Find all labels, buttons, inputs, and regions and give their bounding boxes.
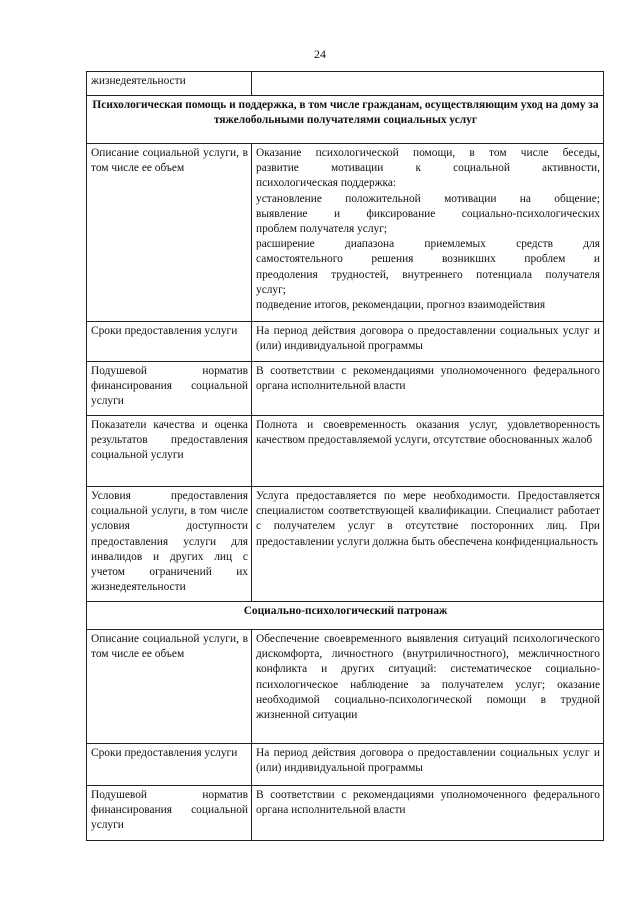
label-cell: Подушевой норматив финансирования социальной услуги (87, 362, 252, 416)
table-row (87, 786, 604, 841)
table-row (87, 416, 604, 487)
label-cell: Подушевой норматив финансирования социальной услуги (87, 786, 252, 841)
services-table (86, 71, 604, 841)
desc-line: установление положительной мотивации на общение; (256, 192, 600, 205)
table-row (87, 487, 604, 602)
desc-line: психологическая поддержка: (256, 177, 397, 190)
desc-line: Оказание психологической помощи, в том числе беседы, (256, 147, 600, 159)
label-cell: Показатели качества и оценка результатов предоставления социальной услуги (87, 416, 252, 487)
value-cell: Услуга предоставляется по мере необходимости. Предоставляется специалистом соответствующей квалификации. Специалист работает с получателем услуг в отсутствие посторонних лиц. При предоставлении услуги должна быть обеспечена конфиденциальность (252, 487, 604, 602)
section-title-patronage: Социально-психологический патронаж (87, 602, 604, 630)
table-row (87, 362, 604, 416)
value-cell (252, 72, 604, 96)
label-cell: Сроки предоставления услуги (87, 322, 252, 362)
table-row (87, 72, 604, 96)
value-cell: На период действия договора о предоставлении социальных услуг и (или) индивидуальной программы (252, 322, 604, 362)
desc-line: проблем получателя услуг; (256, 223, 388, 236)
section-title-psychological-help: Психологическая помощь и поддержка, в том числе гражданам, осуществляющим уход на дому за тяжелобольными получателями социальных услуг (87, 96, 604, 144)
desc-line: преодоления трудностей, внутреннего потенциала получателя (256, 268, 600, 281)
page-number: 24 (314, 47, 326, 61)
value-cell: На период действия договора о предоставлении социальных услуг и (или) индивидуальной программы (252, 744, 604, 786)
value-cell: Полнота и своевременность оказания услуг, удовлетворенность качеством предоставляемой услуги, отсутствие обоснованных жалоб (252, 416, 604, 487)
label-cell: Описание социальной услуги, в том числе ее объем (87, 630, 252, 744)
label-cell: жизнедеятельности (87, 72, 252, 96)
value-cell: Обеспечение своевременного выявления ситуаций психологического дискомфорта, личностного (внутриличностного), межличностного конфликта и других ситуаций: систематическое социально-психологическое наблюдение за получателем услуг; оказание необходимой социально-психологической помощи в трудной жизненной ситуации (252, 630, 604, 744)
table-row (87, 744, 604, 786)
value-cell (252, 144, 604, 322)
desc-line: расширение диапазона приемлемых средств для (256, 238, 600, 251)
desc-line: выявление и фиксирование социально-психологических (256, 207, 600, 220)
value-cell: В соответствии с рекомендациями уполномоченного федерального органа исполнительной власти (252, 362, 604, 416)
section-header-row (87, 96, 604, 144)
desc-line: подведение итогов, рекомендации, прогноз взаимодействия (256, 299, 546, 312)
section-header-row (87, 602, 604, 630)
value-cell: В соответствии с рекомендациями уполномоченного федерального органа исполнительной власти (252, 786, 604, 841)
desc-line: самостоятельного решения возникших проблем и (256, 253, 600, 266)
table-row (87, 144, 604, 322)
desc-line: услуг; (256, 283, 286, 296)
desc-line: развитие мотивации к социальной активности, (256, 162, 600, 175)
label-cell: Условия предоставления социальной услуги, в том числе условия доступности предоставления услуги для инвалидов и других лиц с учетом ограничений их жизнедеятельности (87, 487, 252, 602)
table-row (87, 322, 604, 362)
table-row (87, 630, 604, 744)
label-cell: Сроки предоставления услуги (87, 744, 252, 786)
label-cell: Описание социальной услуги, в том числе ее объем (87, 144, 252, 322)
